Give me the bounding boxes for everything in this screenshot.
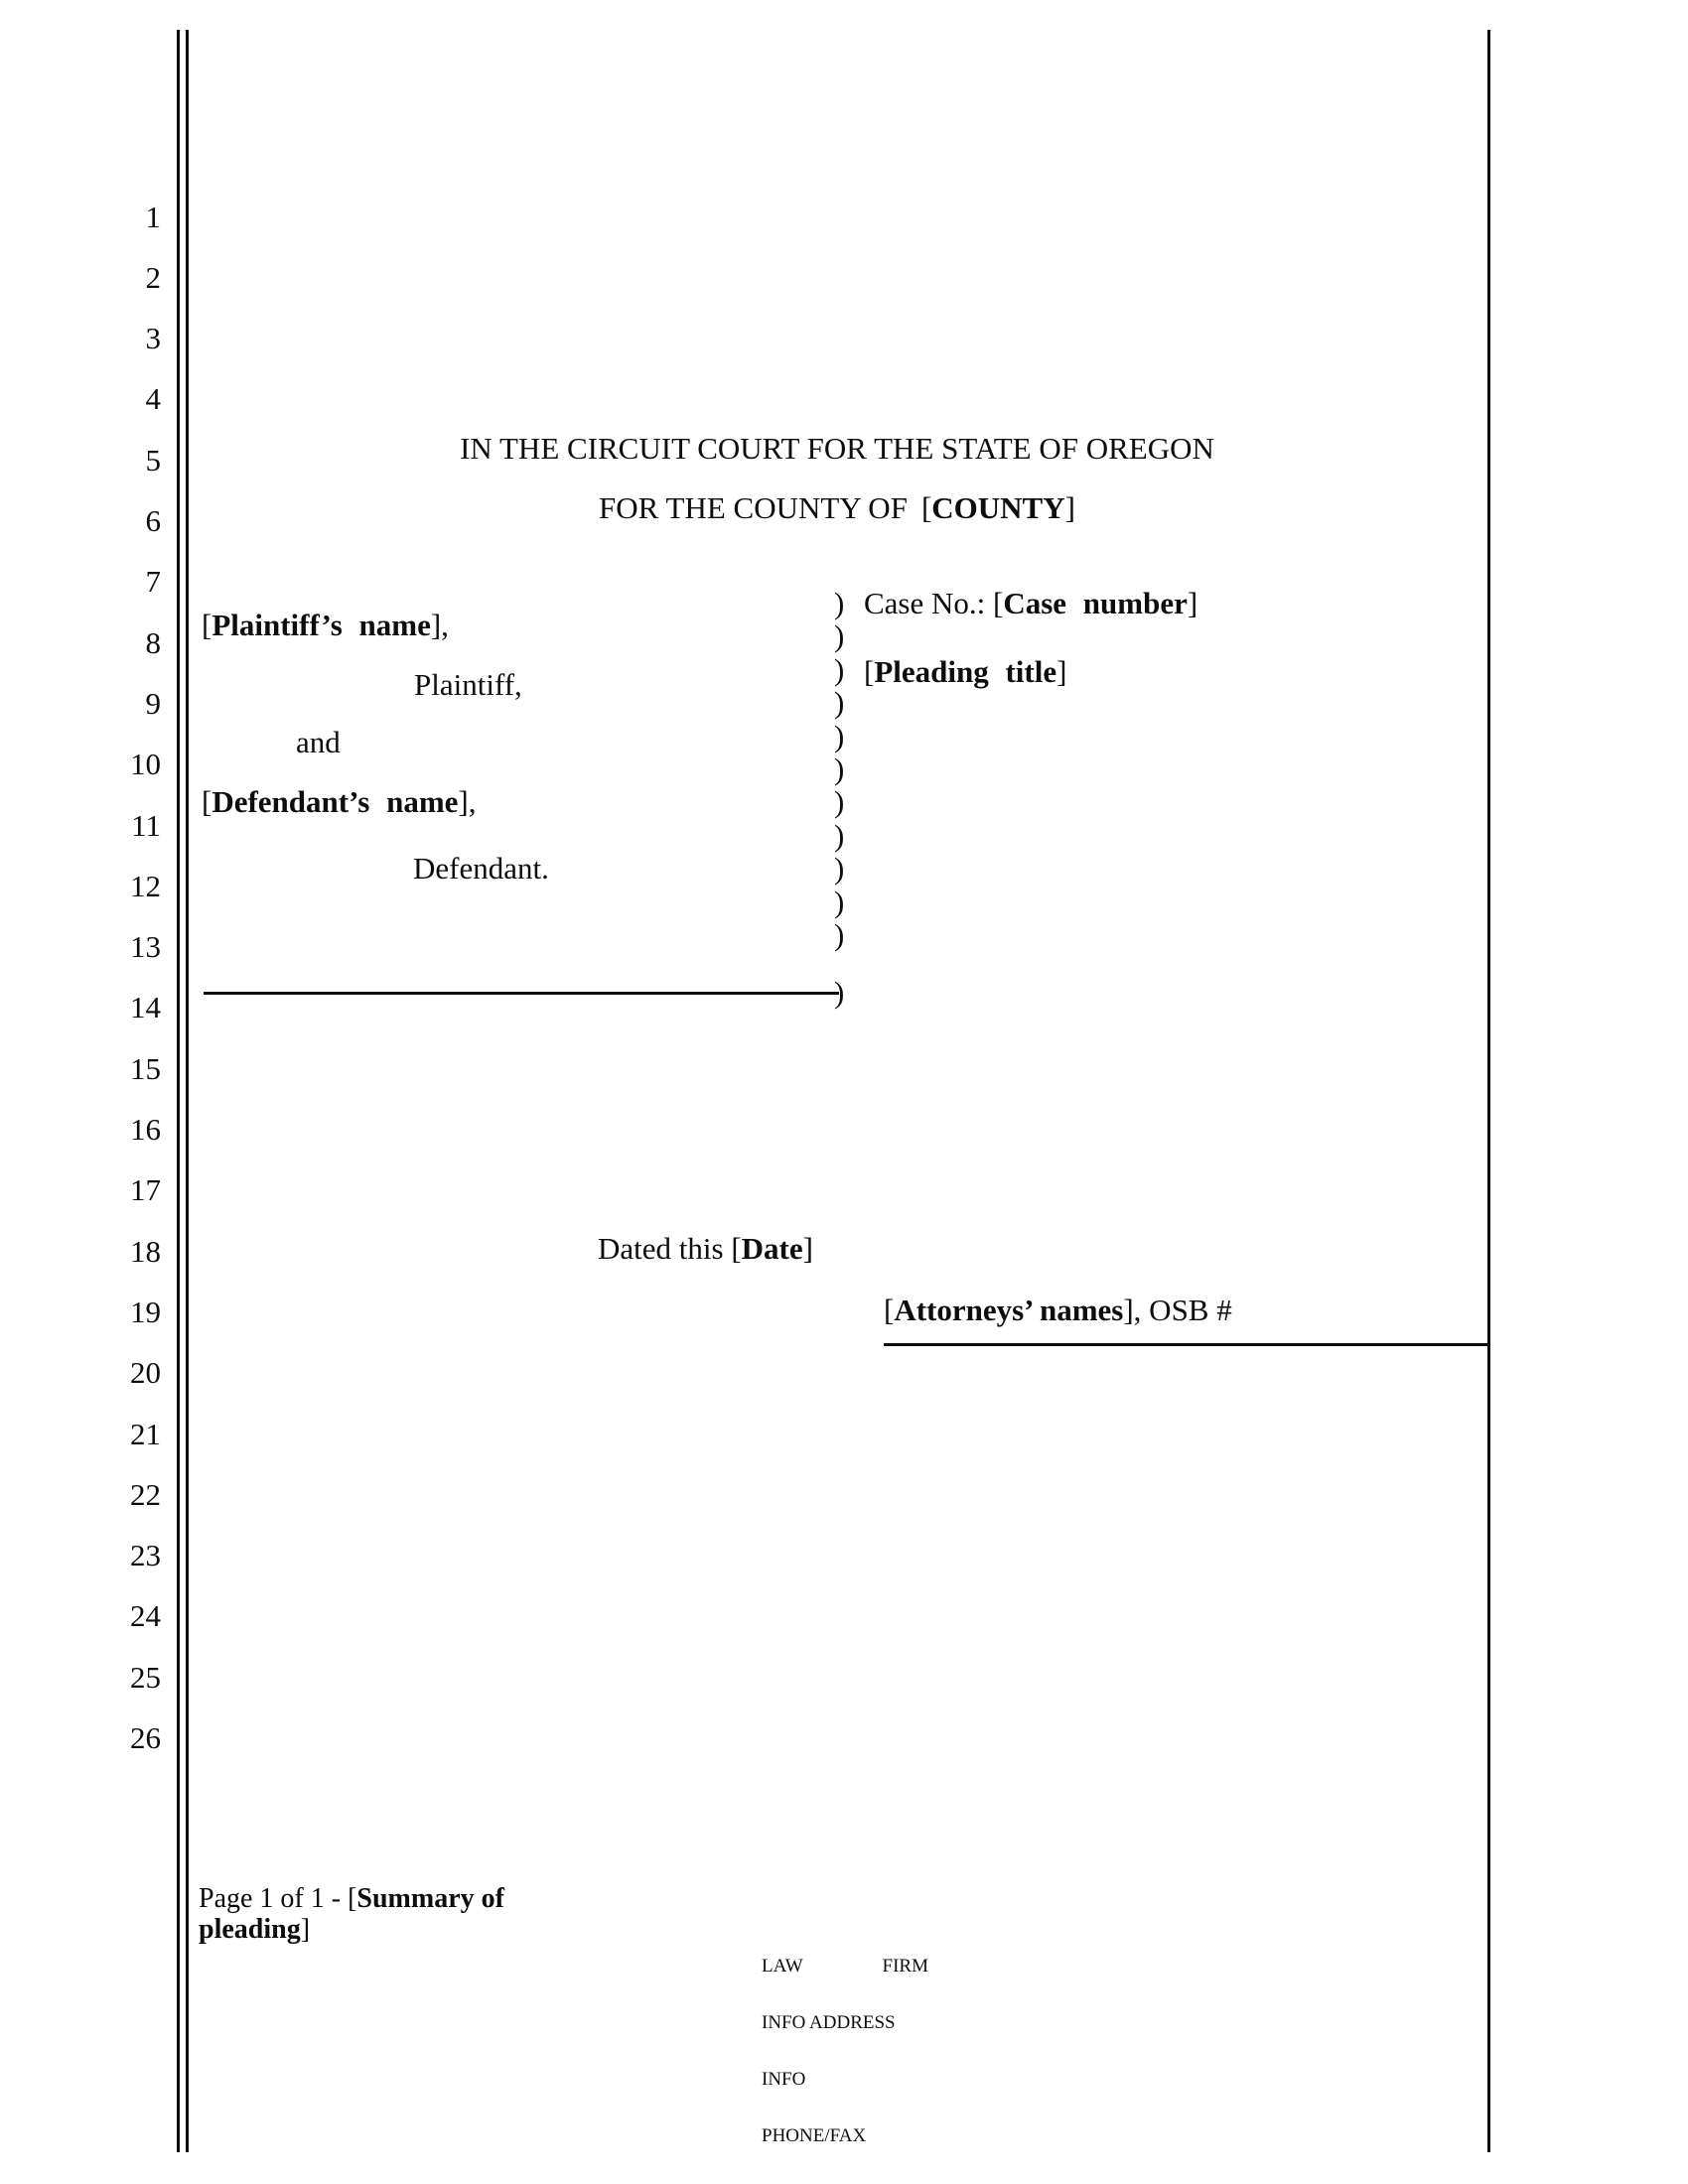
- line-number: 3: [145, 321, 161, 355]
- caption-separator-paren: ): [834, 885, 845, 919]
- plaintiff-name-placeholder: [Plaintiff’s name],: [202, 608, 449, 642]
- line-number: 13: [130, 929, 161, 964]
- line-number: 15: [130, 1051, 161, 1086]
- firm-block-line1: LAW FIRM: [762, 1956, 928, 1977]
- plaintiff-role-label: Plaintiff,: [414, 667, 522, 702]
- caption-separator-paren: ): [834, 917, 845, 952]
- line-number: 26: [130, 1720, 161, 1755]
- caption-separator-paren: ): [834, 685, 845, 720]
- dated-prefix: Dated this: [598, 1231, 732, 1266]
- line-number: 22: [130, 1477, 161, 1512]
- left-margin-rule-outer: [177, 30, 180, 2152]
- line-number: 8: [145, 625, 161, 660]
- firm-block-line2: INFO ADDRESS: [762, 2012, 896, 2033]
- case-number-line: [864, 588, 1197, 619]
- defendant-name-placeholder: [Defendant’s name],: [202, 784, 477, 819]
- line-number: 19: [130, 1295, 161, 1329]
- caption-conjunction: and: [296, 725, 341, 759]
- line-number: 9: [145, 686, 161, 721]
- caption-separator-paren: ): [834, 719, 845, 753]
- caption-separator-paren: ): [834, 618, 845, 653]
- line-number: 1: [145, 200, 161, 234]
- line-number: 6: [145, 503, 161, 538]
- caption-separator-paren: ): [834, 751, 845, 786]
- caption-separator-paren: ): [834, 652, 845, 687]
- caption-closing-rule: [204, 992, 839, 995]
- caption-separator-paren: ): [834, 818, 845, 853]
- caption-separator-paren: ): [834, 851, 845, 886]
- line-number: 14: [130, 990, 161, 1024]
- case-number-label: Case No.:: [864, 586, 994, 620]
- line-number: 17: [130, 1172, 161, 1207]
- defendant-role-label: Defendant.: [413, 851, 549, 886]
- case-number-placeholder: [Case number]: [993, 586, 1198, 620]
- line-number: 10: [130, 747, 161, 781]
- firm-block-line4: PHONE/FAX: [762, 2125, 867, 2146]
- line-number: 4: [145, 381, 161, 416]
- law-firm-info-block: [762, 1919, 928, 2183]
- line-number: 12: [130, 869, 161, 903]
- caption-separator-paren: ): [834, 784, 845, 819]
- line-number: 16: [130, 1112, 161, 1147]
- caption-separator-final-paren: ): [834, 975, 845, 1010]
- line-number: 11: [131, 808, 161, 843]
- court-title-line1: IN THE CIRCUIT COURT FOR THE STATE OF OREGON: [460, 431, 1214, 466]
- line-number: 23: [130, 1538, 161, 1572]
- firm-block-line3: INFO: [762, 2069, 806, 2090]
- line-number: 20: [130, 1355, 161, 1390]
- left-margin-rule-inner: [186, 30, 189, 2152]
- county-placeholder: [COUNTY]: [920, 490, 1075, 525]
- county-line-prefix: FOR THE COUNTY OF: [599, 490, 908, 525]
- caption-separator-paren: ): [834, 586, 845, 620]
- line-number: 25: [130, 1660, 161, 1695]
- attorneys-line: [Attorneys’ names], OSB #: [884, 1293, 1232, 1327]
- signature-line: [884, 1343, 1487, 1346]
- footer-page-summary: Page 1 of 1 - [Summary of pleading]: [199, 1883, 504, 1945]
- dated-line: [598, 1233, 813, 1265]
- line-number: 21: [130, 1417, 161, 1451]
- line-number: 7: [145, 564, 161, 599]
- line-number: 18: [130, 1234, 161, 1269]
- line-number: 5: [145, 443, 161, 478]
- pleading-title-placeholder: [Pleading title]: [864, 654, 1067, 689]
- line-number: 2: [145, 260, 161, 295]
- line-number: 24: [130, 1598, 161, 1633]
- right-margin-rule: [1487, 30, 1490, 2152]
- court-title-line2: [187, 492, 1487, 524]
- date-placeholder: [Date]: [731, 1231, 813, 1266]
